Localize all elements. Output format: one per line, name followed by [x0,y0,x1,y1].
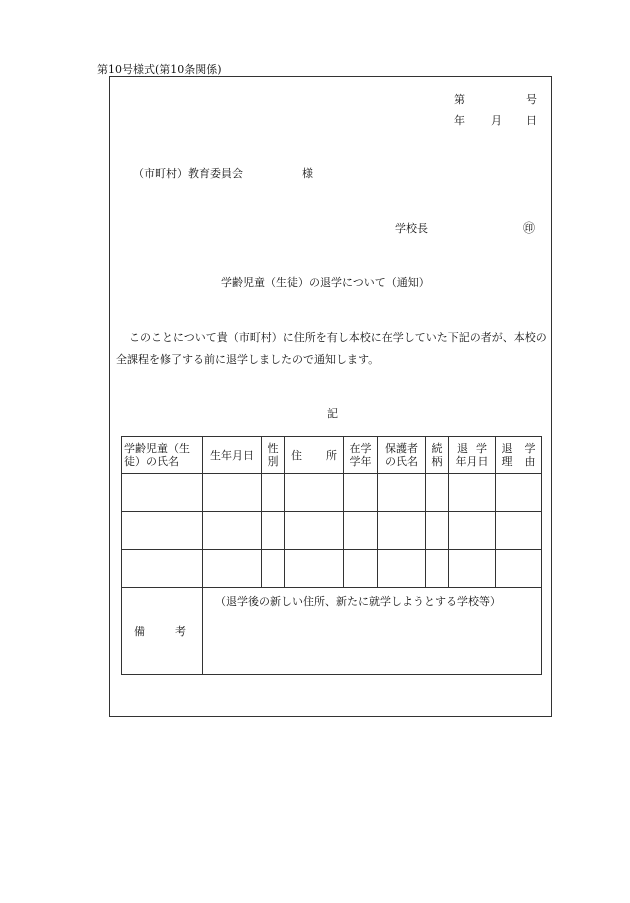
header-withdraw-date-line2: 年月日 [455,455,489,468]
header-guardian-line1: 保護者 [385,442,418,455]
table-cell [262,474,285,512]
seal-mark: ㊞ [523,221,536,235]
table-row [122,474,542,512]
header-withdraw-date-1b: 学 [476,442,487,455]
date-day: 日 [526,114,537,127]
form-number-label: 第10号様式(第10条関係) [97,63,222,76]
table-cell [285,550,344,588]
number-suffix: 号 [526,93,537,106]
header-withdraw-reason [496,437,542,474]
table-cell [285,512,344,550]
header-birthdate-label: 生年月日 [210,448,254,462]
date-year: 年 [454,114,465,127]
header-relation [426,437,449,474]
header-gender-line2: 別 [267,455,279,468]
table-cell [262,550,285,588]
number-prefix: 第 [454,93,465,106]
remarks-row [122,588,542,675]
header-guardian-line2: の氏名 [385,455,418,468]
body-paragraph: このことについて貴（市町村）に住所を有し本校に在学していた下記の者が、本校の全課程を修了する前に退学しましたので通知します。 [116,331,547,366]
header-withdraw-date [449,437,496,474]
header-withdraw-date-1a: 退 [457,442,468,455]
header-name-line2: 徒）の氏名 [124,455,179,468]
table-cell [378,474,426,512]
table-header-row [122,437,542,474]
table-cell [426,550,449,588]
remarks-label-a: 備 [134,625,145,638]
header-reason-1a: 退 [501,442,513,455]
table-cell [496,550,542,588]
header-grade-line1: 在学 [349,442,372,455]
header-relation-line1: 続 [431,442,443,455]
header-gender [262,437,285,474]
subject-title: 学齢児童（生徒）の退学について（通知） [221,276,430,289]
table-cell [122,512,203,550]
student-record-table [121,436,542,675]
header-address-b: 所 [326,448,337,462]
table-cell [344,512,378,550]
remarks-label-cell [122,588,203,675]
table-cell [426,474,449,512]
remarks-content-cell [203,588,542,675]
header-birthdate [203,437,262,474]
table-cell [203,550,262,588]
table-cell [449,512,496,550]
table-cell [378,512,426,550]
header-reason-1b: 学 [524,442,536,455]
header-reason-2a: 理 [501,455,513,468]
header-grade-line2: 学年 [349,455,372,468]
table-cell [344,550,378,588]
sender-title: 学校長 [395,222,428,235]
remarks-label-b: 考 [175,625,186,638]
table-cell [344,474,378,512]
table-row [122,512,542,550]
table-cell [203,474,262,512]
header-name-line1: 学齢児童（生 [124,442,190,455]
addressee-name: （市町村）教育委員会 [133,167,243,180]
addressee-honorific: 様 [302,167,313,180]
header-reason-2b: 由 [524,455,536,468]
table-cell [122,474,203,512]
header-address [285,437,344,474]
table-row [122,550,542,588]
header-address-a: 住 [291,448,302,462]
ki-heading: 記 [327,407,338,420]
table-cell [426,512,449,550]
table-cell [262,512,285,550]
table-cell [378,550,426,588]
table-cell [496,474,542,512]
date-month: 月 [491,114,502,127]
table-cell [122,550,203,588]
header-grade [344,437,378,474]
table-cell [203,512,262,550]
table-cell [449,474,496,512]
header-gender-line1: 性 [267,442,279,455]
header-relation-line2: 柄 [431,455,443,468]
remarks-note: （退学後の新しい住所、新たに就学しようとする学校等） [215,595,501,608]
table-cell [449,550,496,588]
header-student-name [122,437,203,474]
table-cell [496,512,542,550]
header-guardian [378,437,426,474]
table-cell [285,474,344,512]
